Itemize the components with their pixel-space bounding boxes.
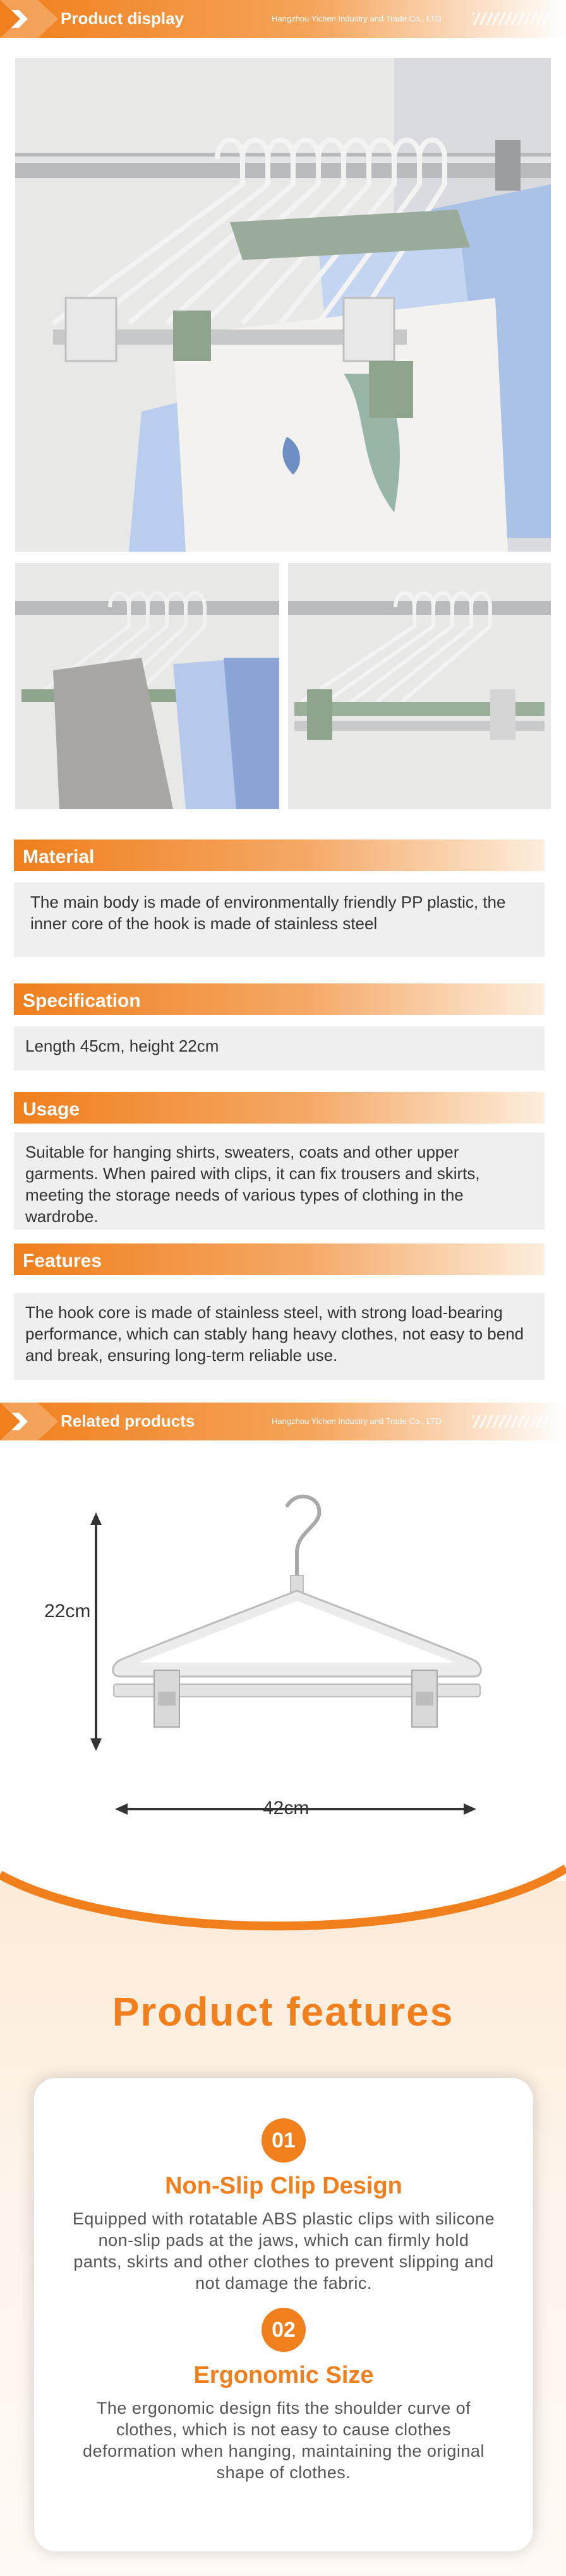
specification-header	[14, 983, 545, 1015]
features-header	[14, 1243, 545, 1275]
feature-text-2: The ergonomic design fits the shoulder curve of clothes, which is not easy to cause clothes deformation when hanging, maintaining the original shape of clothes.	[83, 2399, 485, 2482]
feature-number-1: 01	[262, 2118, 306, 2163]
related-products-banner	[0, 1403, 566, 1440]
height-label: 22cm	[44, 1601, 91, 1622]
photo-grey-coat	[15, 563, 279, 809]
hanger-drawing	[0, 1452, 566, 1856]
specification-text: Length 45cm, height 22cm	[14, 1026, 545, 1071]
feature-heading-2: Ergonomic Size	[193, 2362, 374, 2389]
banner-title: Product display	[61, 9, 184, 28]
related-title: Related products	[61, 1411, 195, 1430]
material-title: Material	[23, 846, 95, 867]
specification-title: Specification	[23, 990, 141, 1011]
material-text: The main body is made of environmentally friendly PP plastic, the inner core of the hook is made of stainless steel	[14, 882, 545, 957]
stripe-decoration	[473, 13, 548, 25]
material-header	[14, 840, 545, 871]
product-features-title: Product features	[112, 1989, 454, 2034]
product-features-section	[0, 1856, 566, 2576]
length-label: 42cm	[263, 1798, 310, 1819]
company-name: Hangzhou Yichen Industry and Trade Co., LTD	[272, 14, 442, 23]
hero-photo	[15, 58, 551, 552]
chevron-right-icon	[0, 0, 58, 38]
features-title: Features	[23, 1250, 102, 1271]
photo-hanger-stack	[288, 563, 551, 809]
chevron-right-icon	[0, 1403, 58, 1440]
product-display-banner	[0, 0, 566, 38]
feature-text-1: Equipped with rotatable ABS plastic clips with silicone non-slip pads at the jaws, which can firmly hold pants, skirts and other clothes to prevent slipping and not damage the fabric.	[72, 2209, 495, 2293]
usage-title: Usage	[23, 1099, 80, 1120]
usage-header	[14, 1092, 545, 1124]
features-card	[34, 2078, 533, 2551]
related-company-name: Hangzhou Yichen Industry and Trade Co., LTD	[272, 1416, 442, 1426]
features-text: The hook core is made of stainless steel, with strong load-bearing performance, which can stably hang heavy clothes, not easy to bend and break, ensuring long-term reliable use.	[14, 1293, 545, 1380]
stripe-decoration	[473, 1415, 548, 1428]
usage-text: Suitable for hanging shirts, sweaters, coats and other upper garments. When paired with clips, it can fix trousers and skirts, meeting the storage needs of various types of clothing in the wardrobe.	[14, 1132, 545, 1230]
dimension-diagram	[0, 1452, 566, 1856]
feature-number-2: 02	[262, 2308, 306, 2352]
feature-heading-1: Non-Slip Clip Design	[165, 2173, 402, 2199]
